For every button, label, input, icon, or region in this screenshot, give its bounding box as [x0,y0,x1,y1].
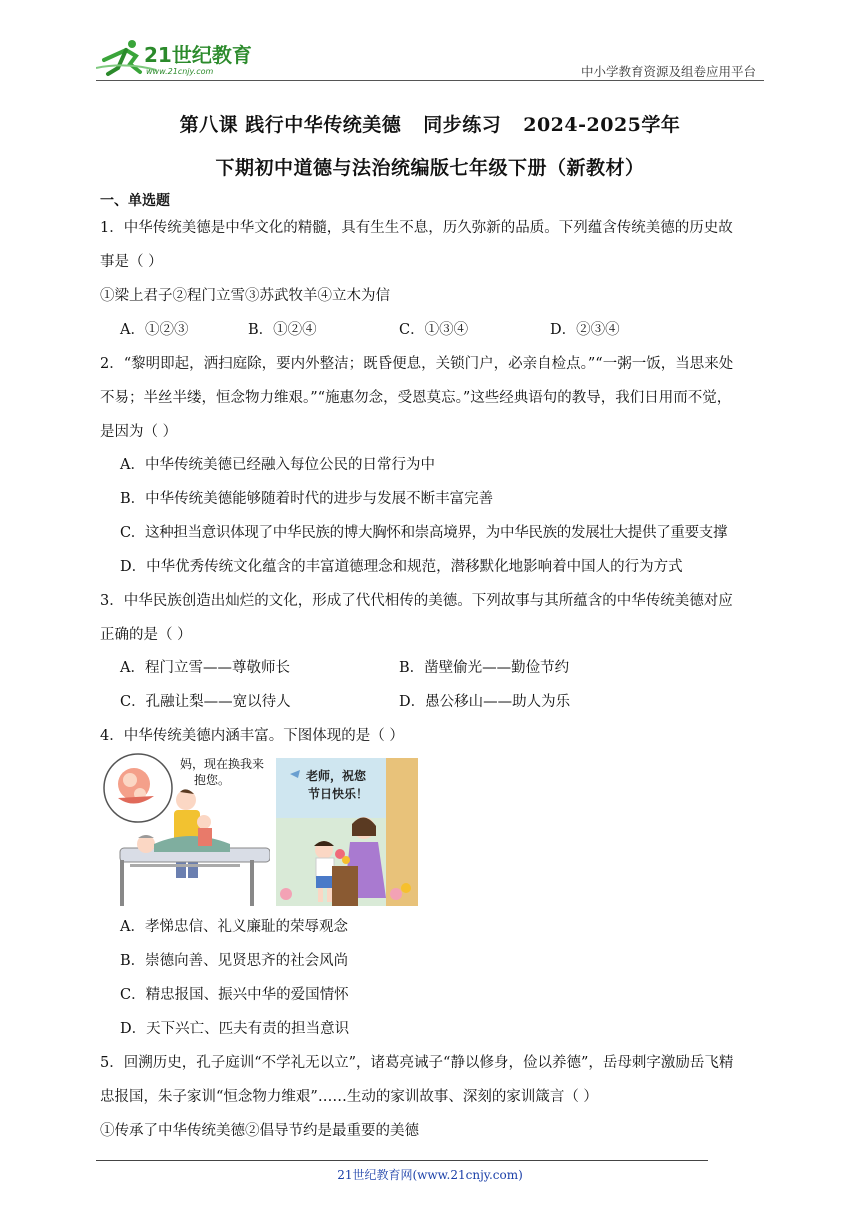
q4-illustration-filial [100,752,270,908]
q4-image2-caption-line2: 节日快乐！ [308,787,369,801]
q4-stem-line1: 4．中华传统美德内涵丰富。下图体现的是（ ） [100,728,404,744]
svg-text:21世纪教育: 21世纪教育 [144,43,252,67]
q3-option-d[interactable]: D．愚公移山——助人为乐 [399,694,571,710]
title-year: 2024-2025学年 [523,114,681,136]
q2-stem-line1: 2．“黎明即起，洒扫庭除，要内外整洁；既昏便息，关锁门户，必亲自检点。”“一粥一饭，当思来处 [100,356,734,372]
svg-text:www.21cnjy.com: www.21cnjy.com [146,67,214,76]
section-heading: 一、单选题 [100,193,170,209]
q5-stem-line2: 忠报国，朱子家训“恒念物力维艰”……生动的家训故事、深刻的家训箴言（ ） [100,1089,598,1105]
q1-statements: ①梁上君子②程门立雪③苏武牧羊④立木为信 [100,288,390,304]
q4-option-a[interactable]: A．孝悌忠信、礼义廉耻的荣辱观念 [120,919,348,935]
document-title-line1 [0,110,860,137]
header-divider [96,80,764,81]
q4-illustration-teacher [276,758,418,906]
q2-stem-line3: 是因为（ ） [100,424,178,440]
q4-image1-caption-line1: 妈，现在换我来 [180,757,265,771]
footer-divider [96,1160,708,1161]
q4-option-c[interactable]: C．精忠报国、振兴中华的爱国情怀 [120,987,349,1003]
q1-stem-line1: 1．中华传统美德是中华文化的精髓，具有生生不息，历久弥新的品质。下列蕴含传统美德的历史故 [100,220,733,236]
q4-option-d[interactable]: D．天下兴亡、匹夫有责的担当意识 [120,1021,350,1037]
q3-option-a[interactable]: A．程门立雪——尊敬师长 [120,660,290,676]
logo-21cnjy-icon [96,38,266,78]
title-practice: 同步练习 [423,114,502,136]
document-title-line2: 下期初中道德与法治统编版七年级下册（新教材） [215,157,645,179]
q1-option-d[interactable]: D．②③④ [550,322,620,338]
footer-link[interactable]: 21世纪教育网(www.21cnjy.com) [337,1168,523,1182]
q1-stem-line2: 事是（ ） [100,254,163,270]
q4-image1-caption-line2: 抱您。 [194,773,231,787]
q5-statements: ①传承了中华传统美德②倡导节约是最重要的美德 [100,1123,419,1139]
q2-option-b[interactable]: B．中华传统美德能够随着时代的进步与发展不断丰富完善 [120,491,494,507]
q3-option-b[interactable]: B．凿壁偷光——勤俭节约 [399,660,570,676]
title-lesson: 第八课 践行中华传统美德 [179,114,402,136]
q3-stem-line2: 正确的是（ ） [100,627,192,643]
q2-option-a[interactable]: A．中华传统美德已经融入每位公民的日常行为中 [120,457,435,473]
q1-option-a[interactable]: A．①②③ [120,322,189,338]
q5-stem-line1: 5．回溯历史，孔子庭训“不学礼无以立”，诸葛亮诫子“静以修身，俭以养德”，岳母刺字激励岳飞精 [100,1055,734,1071]
q3-option-c[interactable]: C．孔融让梨——宽以待人 [120,694,291,710]
q4-option-b[interactable]: B．崇德向善、见贤思齐的社会风尚 [120,953,349,969]
q2-stem-line2: 不易；半丝半缕，恒念物力维艰。”“施惠勿念，受恩莫忘。”这些经典语句的教导，我们日用而不觉， [100,390,732,406]
q3-stem-line1: 3．中华民族创造出灿烂的文化，形成了代代相传的美德。下列故事与其所蕴含的中华传统美德对应 [100,593,733,609]
header-platform-text: 中小学教育资源及组卷应用平台 [580,64,756,79]
q1-option-b[interactable]: B．①②④ [248,322,317,338]
q2-option-c[interactable]: C．这种担当意识体现了中华民族的博大胸怀和崇高境界，为中华民族的发展壮大提供了重要支撑 [120,525,728,541]
q4-image2-caption-line1: 老师，祝您 [306,769,367,783]
q1-option-c[interactable]: C．①③④ [399,322,469,338]
q2-option-d[interactable]: D．中华优秀传统文化蕴含的丰富道德理念和规范，潜移默化地影响着中国人的行为方式 [120,559,683,575]
